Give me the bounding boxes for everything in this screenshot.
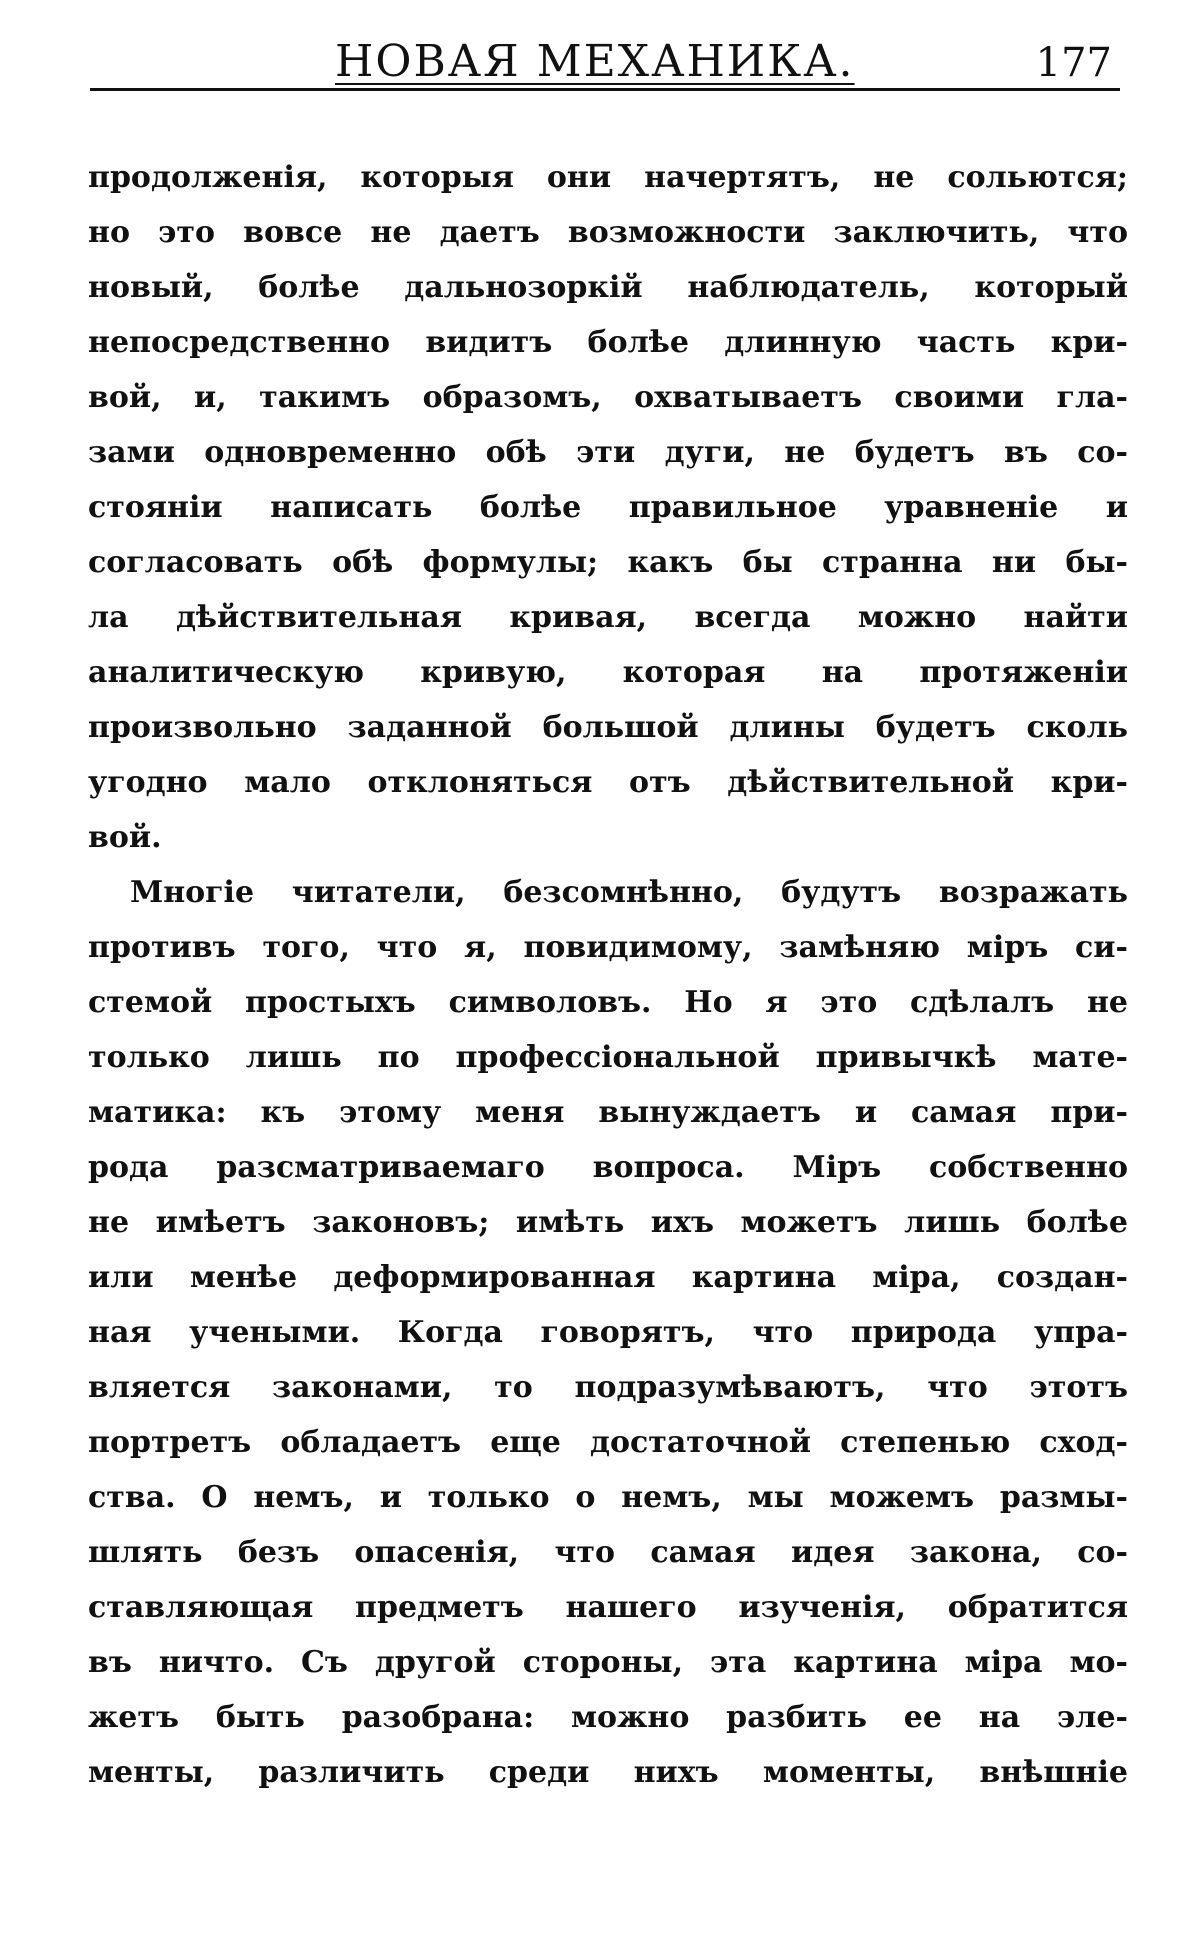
- paragraph-2: [88, 865, 1128, 1800]
- page-header: [90, 30, 1120, 90]
- text-line: или менѣе деформированная картина міра, создан-: [88, 1260, 1128, 1295]
- text-line: противъ того, что я, повидимому, замѣняю міръ си-: [88, 930, 1128, 965]
- text-line: вой.: [88, 820, 162, 855]
- text-line: непосредственно видитъ болѣе длинную часть кри-: [88, 325, 1128, 360]
- text-line: новый, болѣе дальнозоркій наблюдатель, который: [88, 270, 1128, 305]
- text-line: въ ничто. Съ другой стороны, эта картина міра мо-: [88, 1645, 1128, 1680]
- text-line: продолженія, которыя они начертятъ, не сольются;: [88, 160, 1128, 195]
- text-line: вляется законами, то подразумѣваютъ, что этотъ: [88, 1370, 1128, 1405]
- text-line: не имѣетъ законовъ; имѣть ихъ можетъ лишь болѣе: [88, 1205, 1128, 1240]
- text-line: но это вовсе не даетъ возможности заключить, что: [88, 215, 1128, 250]
- text-line: стояніи написать болѣе правильное уравненіе и: [88, 490, 1128, 525]
- page-number: 177: [1035, 40, 1112, 86]
- text-line: матика: къ этому меня вынуждаетъ и самая при-: [88, 1095, 1128, 1130]
- text-line: аналитическую кривую, которая на протяженіи: [88, 655, 1128, 690]
- text-line: согласовать обѣ формулы; какъ бы странна ни бы-: [88, 545, 1128, 580]
- paragraph-1: [88, 150, 1128, 865]
- text-line: произвольно заданной большой длины будетъ сколь: [88, 710, 1128, 745]
- body-text: [88, 150, 1128, 1800]
- text-line: только лишь по профессіональной привычкѣ мате-: [88, 1040, 1128, 1075]
- text-line: рода разсматриваемаго вопроса. Міръ собственно: [88, 1150, 1128, 1185]
- text-line: стемой простыхъ символовъ. Но я это сдѣлалъ не: [88, 985, 1128, 1020]
- running-title: НОВАЯ МЕХАНИКА.: [335, 36, 855, 87]
- text-line: ла дѣйствительная кривая, всегда можно найти: [88, 600, 1128, 635]
- text-line: жетъ быть разобрана: можно разбить ее на эле-: [88, 1700, 1128, 1735]
- text-line: зами одновременно обѣ эти дуги, не будетъ въ со-: [88, 435, 1128, 470]
- text-line: шлять безъ опасенія, что самая идея закона, со-: [88, 1535, 1128, 1570]
- header-rule: [90, 88, 1120, 91]
- text-line: ства. О немъ, и только о немъ, мы можемъ размы-: [88, 1480, 1128, 1515]
- text-line: портретъ обладаетъ еще достаточной степенью сход-: [88, 1425, 1128, 1460]
- text-line: менты, различить среди нихъ моменты, внѣшніе: [88, 1755, 1128, 1790]
- text-line: угодно мало отклоняться отъ дѣйствительной кри-: [88, 765, 1128, 800]
- text-line: ставляющая предметъ нашего изученія, обратится: [88, 1590, 1128, 1625]
- text-line: вой, и, такимъ образомъ, охватываетъ своими гла-: [88, 380, 1128, 415]
- text-line: Многіе читатели, безсомнѣнно, будутъ возражать: [130, 875, 1128, 910]
- text-line: ная учеными. Когда говорятъ, что природа упра-: [88, 1315, 1128, 1350]
